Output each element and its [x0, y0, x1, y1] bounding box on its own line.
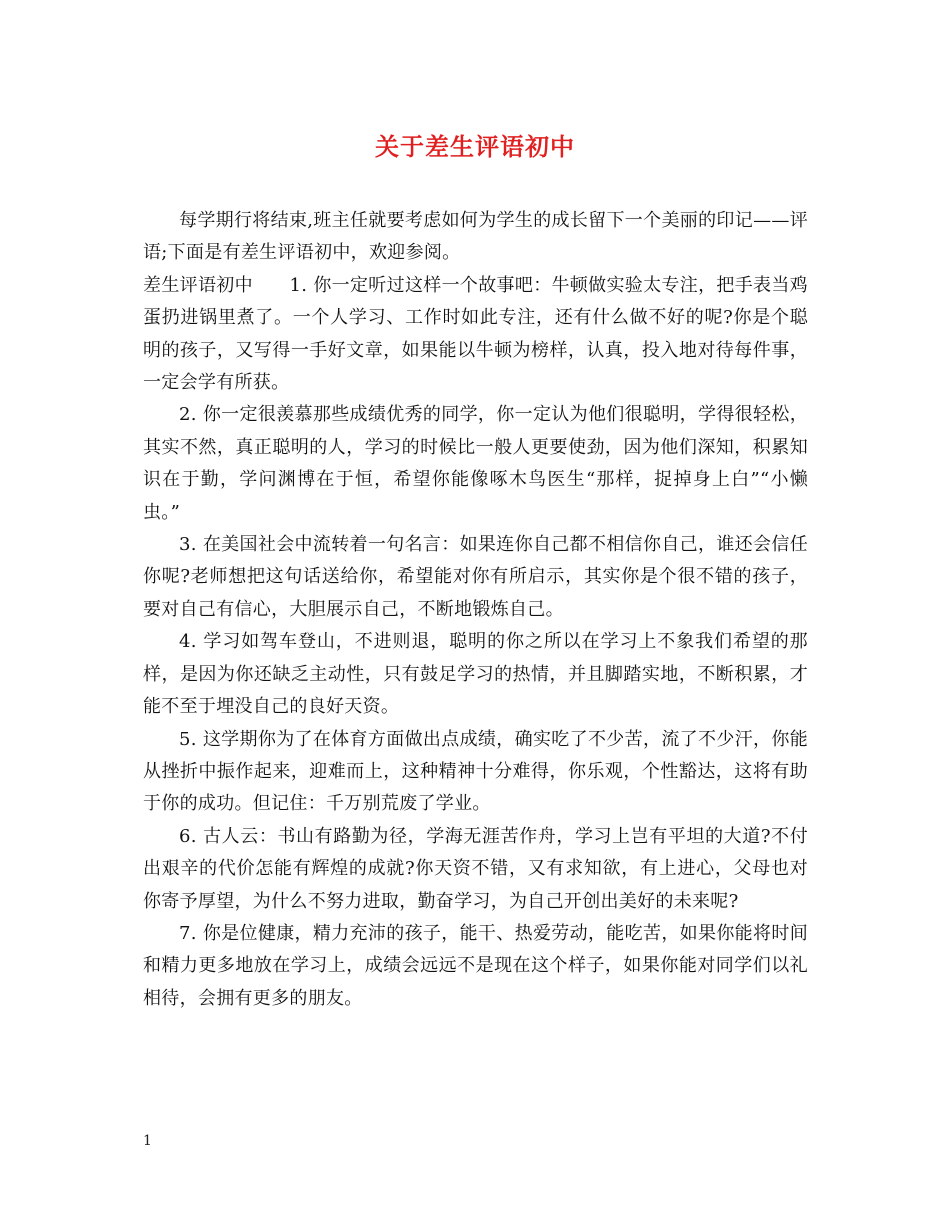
paragraph-7: 7. 你是位健康，精力充沛的孩子，能干、热爱劳动，能吃苦，如果你能将时间和精力更多地放在学习上，成绩会远远不是现在这个样子，如果你能对同学们以礼相待，会拥有更多的朋友。	[143, 922, 808, 1009]
paragraph-2: 2. 你一定很羡慕那些成绩优秀的同学，你一定认为他们很聪明，学得很轻松，其实不然，真正聪明的人，学习的时候比一般人更要使劲，因为他们深知，积累知识在于勤，学问渊博在于恒，希望你能像啄木鸟医生“那样，捉掉身上白”“小懒虫。”	[143, 404, 808, 523]
paragraph-6: 6. 古人云：书山有路勤为径，学海无涯苦作舟，学习上岂有平坦的大道?不付出艰辛的代价怎能有辉煌的成就?你天资不错，又有求知欲，有上进心，父母也对你寄予厚望，为什么不努力进取，勤奋学习，为自己开创出美好的未来呢?	[143, 825, 808, 912]
section-label: 差生评语初中	[143, 274, 253, 296]
paragraph-4: 4. 学习如驾车登山，不进则退，聪明的你之所以在学习上不象我们希望的那样，是因为你还缺乏主动性，只有鼓足学习的热情，并且脚踏实地，不断积累，才能不至于埋没自己的良好天资。	[143, 631, 808, 718]
document-title: 关于差生评语初中	[375, 132, 575, 161]
paragraph-5: 5. 这学期你为了在体育方面做出点成绩，确实吃了不少苦，流了不少汗，你能从挫折中振作起来，迎难而上，这种精神十分难得，你乐观，个性豁达，这将有助于你的成功。但记住：千万别荒废了学业。	[143, 728, 808, 815]
document-body	[143, 205, 808, 1015]
paragraph-3: 3. 在美国社会中流转着一句名言：如果连你自己都不相信你自己，谁还会信任你呢?老师想把这句话送给你，希望能对你有所启示，其实你是个很不错的孩子，要对自己有信心，大胆展示自己，不断地锻炼自己。	[143, 534, 808, 620]
intro-paragraph: 每学期行将结束,班主任就要考虑如何为学生的成长留下一个美丽的印记——评语;下面是有差生评语初中，欢迎参阅。	[143, 210, 808, 264]
paragraph-1	[143, 270, 808, 400]
paragraph-1-text: 1. 你一定听过这样一个故事吧：牛顿做实验太专注，把手表当鸡蛋扔进锅里煮了。一个人学习、工作时如此专注，还有什么做不好的呢?你是个聪明的孩子，又写得一手好文章，如果能以牛顿为榜样，认真，投入地对待每件事，一定会学有所获。	[143, 274, 808, 394]
page-number: 1	[143, 1133, 152, 1149]
section-gap	[253, 275, 290, 296]
